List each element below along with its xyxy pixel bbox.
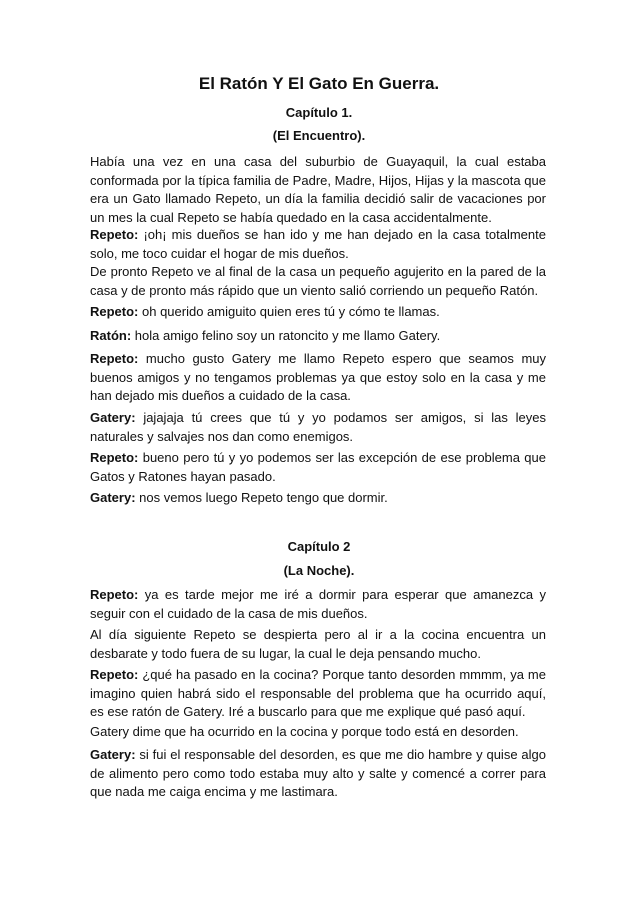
paragraph-text: ya es tarde mejor me iré a dormir para esperar que amanezca y seguir con el cuidado de la casa de mis dueños. bbox=[90, 587, 546, 621]
dialogue-line bbox=[90, 489, 546, 508]
dialogue-line bbox=[90, 303, 546, 322]
chapter-1-subheading: (El Encuentro). bbox=[272, 128, 366, 143]
dialogue-line bbox=[90, 449, 546, 486]
paragraph-text: De pronto Repeto ve al final de la casa un pequeño agujerito en la pared de la casa y de pronto más rápido que un viento salió corriendo un pequeño Ratón. bbox=[90, 264, 546, 298]
speaker-label: Gatery: bbox=[90, 747, 136, 762]
speaker-label: Repeto: bbox=[90, 304, 139, 319]
chapter-1-heading: Capítulo 1. bbox=[285, 105, 353, 120]
paragraph-text: ¿qué ha pasado en la cocina? Porque tanto desorden mmmm, ya me imagino quien habrá sido el responsable del problema que ha ocurrido aquí, es ese ratón de Gatery. Iré a buscarlo para que me explique qué pasó aquí. bbox=[90, 667, 546, 719]
paragraph-text: nos vemos luego Repeto tengo que dormir. bbox=[135, 490, 388, 505]
dialogue-line bbox=[90, 666, 546, 722]
chapter-2-subheading: (La Noche). bbox=[283, 563, 355, 578]
speaker-label: Gatery: bbox=[90, 410, 136, 425]
dialogue-line bbox=[90, 409, 546, 446]
document-title: El Ratón Y El Gato En Guerra. bbox=[198, 74, 440, 93]
chapter-2-heading: Capítulo 2 bbox=[287, 539, 351, 554]
dialogue-line bbox=[90, 226, 546, 263]
speaker-label: Repeto: bbox=[90, 227, 139, 242]
paragraph-text: bueno pero tú y yo podemos ser las excepción de ese problema que Gatos y Ratones hayan pasado. bbox=[90, 450, 546, 484]
speaker-label: Repeto: bbox=[90, 587, 139, 602]
speaker-label: Repeto: bbox=[90, 667, 139, 682]
paragraph-text: si fui el responsable del desorden, es que me dio hambre y quise algo de alimento pero como todo estaba muy alto y salte y comencé a correr para que nada me caiga encima y me lastimara. bbox=[90, 747, 546, 799]
paragraph-text: mucho gusto Gatery me llamo Repeto espero que seamos muy buenos amigos y no tengamos problemas ya que estoy solo en la casa y me han dejado mis dueños a cuidado de la casa. bbox=[90, 351, 546, 403]
dialogue-line bbox=[90, 586, 546, 623]
paragraph-text: oh querido amiguito quien eres tú y cómo te llamas. bbox=[138, 304, 440, 319]
paragraph bbox=[90, 723, 546, 742]
speaker-label: Repeto: bbox=[90, 351, 139, 366]
paragraph bbox=[90, 263, 546, 300]
speaker-label: Repeto: bbox=[90, 450, 139, 465]
paragraph-text: hola amigo felino soy un ratoncito y me llamo Gatery. bbox=[131, 328, 441, 343]
paragraph-text: Había una vez en una casa del suburbio de Guayaquil, la cual estaba conformada por la típica familia de Padre, Madre, Hijos, Hijas y la mascota que era un Gato llamado Repeto, un día la familia decidió salir de vacaciones por un mes la cual Repeto se había quedado en la casa accidentalmente. bbox=[90, 154, 546, 225]
paragraph bbox=[90, 153, 546, 227]
paragraph-text: jajajaja tú crees que tú y yo podamos ser amigos, si las leyes naturales y salvajes nos dan como enemigos. bbox=[90, 410, 546, 444]
paragraph-text: Gatery dime que ha ocurrido en la cocina y porque todo está en desorden. bbox=[90, 724, 519, 739]
speaker-label: Gatery: bbox=[90, 490, 136, 505]
dialogue-line bbox=[90, 327, 546, 346]
dialogue-line bbox=[90, 746, 546, 802]
speaker-label: Ratón: bbox=[90, 328, 132, 343]
dialogue-line bbox=[90, 350, 546, 406]
paragraph-text: ¡oh¡ mis dueños se han ido y me han dejado en la casa totalmente solo, me toco cuidar el hogar de mis dueños. bbox=[90, 227, 546, 261]
paragraph-text: Al día siguiente Repeto se despierta pero al ir a la cocina encuentra un desbarate y todo fuera de su lugar, la cual le deja pensando mucho. bbox=[90, 627, 546, 661]
paragraph bbox=[90, 626, 546, 663]
